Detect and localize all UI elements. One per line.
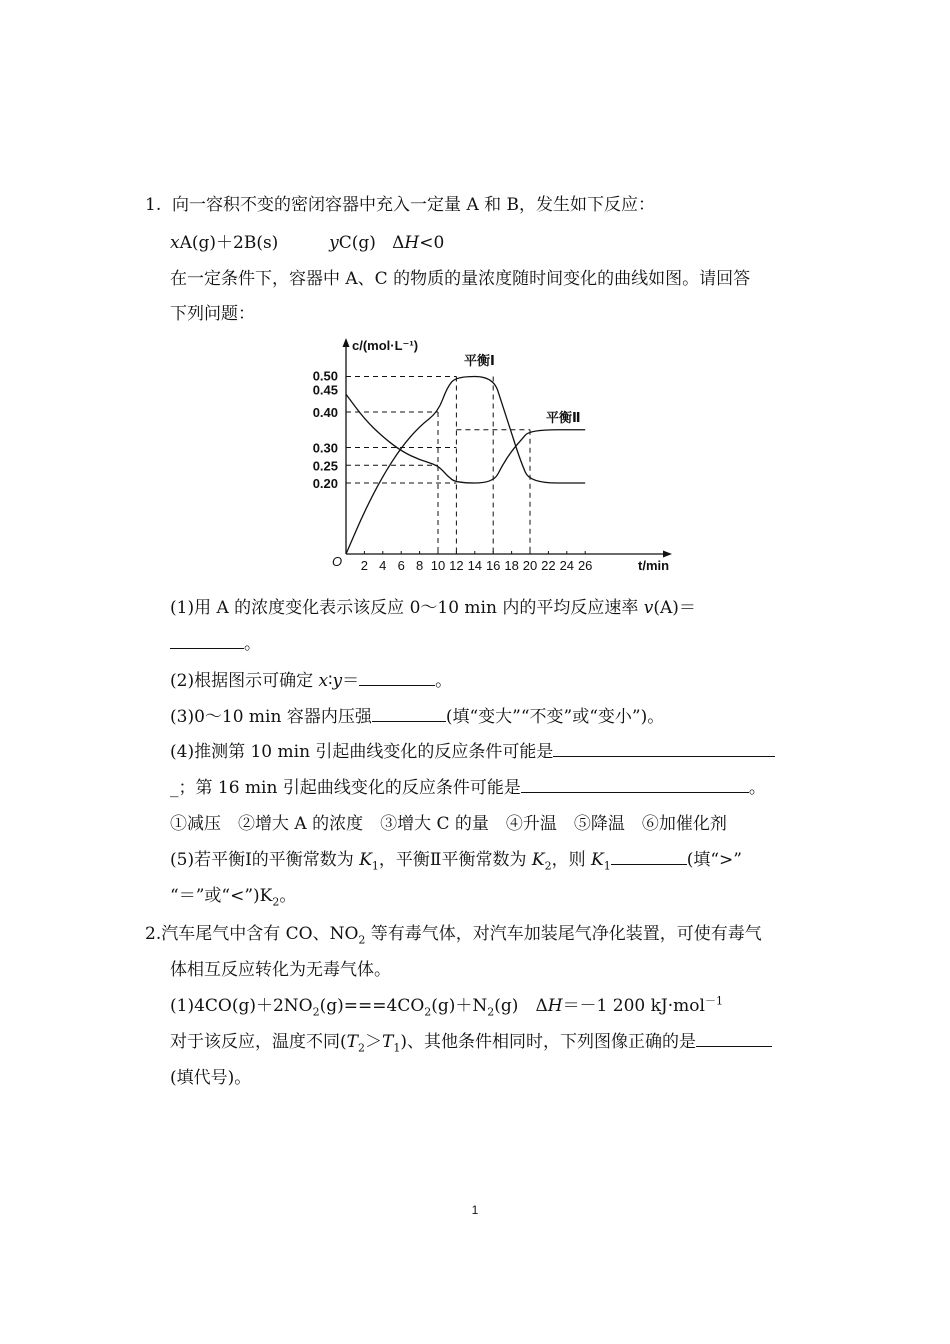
sub-q5-text-d: (填“>” [686, 850, 742, 870]
y-tick-label: 0.25 [312, 458, 338, 474]
q2-eq-b: (g)===4CO [319, 996, 425, 1016]
q2-text [170, 1030, 772, 1054]
x-tick-label: 10 [430, 558, 446, 573]
x-tick-label: 18 [504, 558, 519, 573]
sub-q1 [170, 596, 696, 620]
sub-q1-answer-line [170, 632, 261, 656]
sub-q2-blank[interactable] [359, 669, 435, 686]
sub-q5-blank[interactable] [611, 848, 687, 865]
x-tick-label: 4 [379, 558, 387, 573]
x-tick-label: 26 [577, 558, 593, 573]
y-axis-label: c/(mol·L⁻¹) [352, 338, 419, 353]
sub-q2 [170, 669, 452, 693]
eq-delta: Δ [392, 233, 405, 253]
eq-product: C(g) [338, 233, 376, 253]
q2-eq-sub-2: 2 [424, 1005, 432, 1019]
x-tick-label: 20 [522, 558, 538, 573]
sub-q1-text-b: (A)＝ [653, 598, 696, 618]
q2-eq-a: (1)4CO(g)＋2NO [170, 996, 313, 1016]
q2-t1-sub: 1 [393, 1041, 401, 1055]
series-line-A [346, 394, 585, 483]
sub-q5-line2-end: 。 [279, 886, 297, 906]
eq-dh-value: <0 [419, 233, 445, 253]
sub-q5-k2: K [531, 850, 545, 870]
q2-text-a: 对于该反应，温度不同( [170, 1032, 347, 1052]
page-number: 1 [471, 1203, 479, 1217]
sub-q4-options: ①减压 ②增大 A 的浓度 ③增大 C 的量 ④升温 ⑤降温 ⑥加催化剂 [170, 814, 727, 834]
q1-intro: 向一容积不变的密闭容器中充入一定量 A 和 B，发生如下反应： [172, 195, 656, 215]
y-tick-label: 0.45 [312, 382, 338, 398]
sub-q5 [170, 848, 742, 872]
sub-q5-k1b-sub: 1 [603, 859, 611, 873]
sub-q2-colon: ∶ [328, 671, 333, 691]
q2-eq-sub-3: 2 [487, 1005, 495, 1019]
q2-eq-e: ＝－1 200 kJ·mol [562, 996, 705, 1016]
y-tick-label: 0.20 [312, 476, 338, 491]
q2-text-b: )、其他条件相同时，下列图像正确的是 [400, 1032, 696, 1052]
sub-q2-y: y [332, 671, 343, 691]
tick-labels [313, 369, 593, 574]
q1-number: 1. [145, 195, 162, 215]
y-tick-label: 0.50 [312, 368, 338, 384]
sub-q2-x: x [318, 671, 329, 691]
sub-q3-text-b: (填“变大”“不变”或“变小”)。 [445, 707, 665, 727]
sub-q4-text: (4)推测第 10 min 引起曲线变化的反应条件可能是 [170, 742, 554, 762]
q2-intro-line-2: 体相互反应转化为无毒气体。 [170, 960, 391, 980]
q1-desc-line-1: 在一定条件下，容器中 A、C 的物质的量浓度随时间变化的曲线如图。请回答 [170, 269, 751, 289]
sub-q5-k2-sub: 2 [544, 859, 552, 873]
eq-y: y [329, 233, 339, 253]
annotation-equilibrium-2: 平衡Ⅱ [546, 410, 581, 425]
q1-intro-line [145, 193, 655, 217]
annotation-equilibrium-1: 平衡Ⅰ [464, 353, 495, 368]
q2-gt: ＞ [364, 1032, 382, 1052]
x-tick-label: 22 [541, 558, 556, 573]
x-axis-arrow [663, 551, 672, 558]
eq-x: x [170, 233, 180, 253]
x-tick-label: 8 [415, 558, 424, 573]
x-tick-label: 6 [397, 558, 405, 573]
q1-desc-line-2: 下列问题： [170, 304, 255, 324]
q2-no2-sub: 2 [358, 933, 366, 947]
sub-q4-blank-2[interactable] [521, 776, 749, 793]
q2-intro-b: 等有毒气体，对汽车加装尾气净化装置，可使有毒气 [365, 924, 762, 944]
x-axis-label: t/min [638, 558, 670, 573]
sub-q1-v: v [643, 598, 654, 618]
q2-eq-sub-1: 2 [312, 1005, 320, 1019]
sub-q5-k1-sub: 1 [371, 859, 379, 873]
series-curves [346, 377, 585, 555]
sub-q5-text-b: ，平衡Ⅱ平衡常数为 [378, 850, 532, 870]
sub-q5-k1b: K [590, 850, 604, 870]
q2-eq-c: (g)＋N [431, 996, 488, 1016]
q2-t2-sub: 2 [357, 1041, 365, 1055]
q2-eq-sup: －1 [704, 994, 723, 1008]
series-line-C [346, 377, 585, 555]
q2-t2: T [346, 1032, 358, 1052]
q2-text-line-2: (填代号)。 [170, 1068, 252, 1088]
q2-equation [170, 994, 723, 1018]
q2-intro-line [145, 922, 762, 946]
eq-h: H [404, 233, 420, 253]
q2-blank[interactable] [696, 1030, 772, 1047]
sub-q2-end: 。 [435, 671, 453, 691]
sub-q5-k1: K [359, 850, 372, 870]
sub-q5-line-2 [170, 884, 296, 908]
y-axis-arrow [343, 338, 350, 347]
sub-q4-end: 。 [748, 778, 766, 798]
q2-eq-d: (g) Δ [494, 996, 548, 1016]
x-tick-label: 24 [559, 558, 575, 573]
sub-q4-text-b: _；第 16 min 引起曲线变化的反应条件可能是 [170, 778, 521, 798]
q2-t1: T [381, 1032, 394, 1052]
eq-reactants: A(g)＋2B(s) [179, 233, 279, 253]
sub-q5-text: (5)若平衡Ⅰ的平衡常数为 [170, 850, 360, 870]
q2-eq-h: H [547, 996, 563, 1016]
sub-q4-line-2 [170, 776, 766, 800]
sub-q3 [170, 705, 664, 729]
sub-q1-end: 。 [244, 634, 261, 654]
y-tick-label: 0.40 [312, 405, 338, 420]
q2-intro-a: 汽车尾气中含有 CO、NO [161, 924, 359, 944]
sub-q5-text-c: ，则 [551, 850, 591, 870]
origin-label: O [332, 554, 343, 569]
sub-q3-blank[interactable] [372, 705, 446, 722]
sub-q2-eq: ＝ [342, 671, 360, 691]
sub-q5-line2: “＝”或“<”)K [170, 886, 273, 906]
y-tick-label: 0.30 [312, 440, 338, 456]
sub-q4-blank-1[interactable] [553, 740, 775, 757]
sub-q5-k2-sub-2: 2 [272, 895, 280, 909]
q2-number: 2. [145, 924, 162, 944]
x-tick-label: 2 [360, 558, 369, 573]
x-tick-label: 12 [449, 558, 464, 573]
sub-q2-text: (2)根据图示可确定 [170, 671, 319, 691]
concentration-time-chart [312, 330, 680, 580]
sub-q4 [170, 740, 775, 764]
sub-q1-text: (1)用 A 的浓度变化表示该反应 0～10 min 内的平均反应速率 [170, 598, 644, 618]
sub-q1-blank[interactable] [170, 632, 244, 649]
sub-q3-text: (3)0～10 min 容器内压强 [170, 707, 372, 727]
q1-equation [170, 231, 444, 255]
x-tick-label: 14 [467, 558, 483, 573]
x-tick-label: 16 [485, 558, 501, 573]
